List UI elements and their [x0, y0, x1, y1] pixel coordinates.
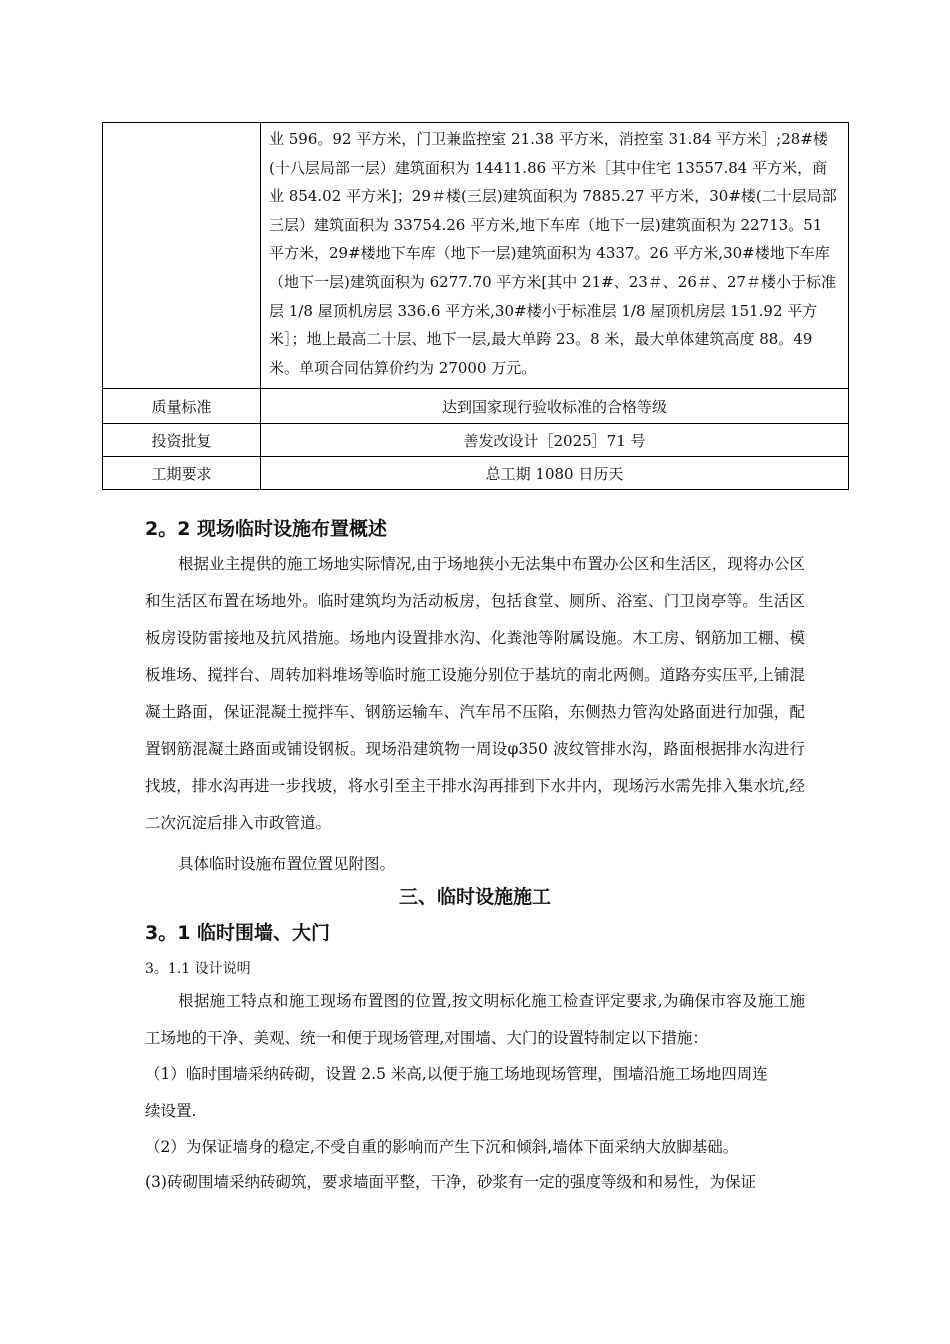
row-label: 工期要求: [103, 457, 261, 490]
row-value: 总工期 1080 日历天: [261, 457, 849, 490]
section-2-2-paragraph: 根据业主提供的施工场地实际情况,由于场地狭小无法集中布置办公区和生活区，现将办公区和生活区布置在场地外。临时建筑均为活动板房，包括食堂、厕所、浴室、门卫岗亭等。生活区板房设防雷接地及抗风措施。场地内设置排水沟、化粪池等附属设施。木工房、钢筋加工棚、模板堆场、搅拌台、周转加料堆场等临时施工设施分别位于基坑的南北两侧。道路夯实压平,上铺混凝土路面，保证混凝土搅拌车、钢筋运输车、汽车吊不压陷，东侧热力管沟处路面进行加强，配置钢筋混凝土路面或铺设钢板。现场沿建筑物一周设φ350 波纹管排水沟，路面根据排水沟进行找坡，排水沟再进一步找坡，将水引至主干排水沟再排到下水井内，现场污水需先排入集水坑,经二次沉淀后排入市政管道。: [145, 555, 805, 832]
table-row: [103, 123, 849, 389]
layout-note: 具体临时设施布置位置见附图。: [178, 855, 396, 873]
row-label: 质量标准: [103, 389, 261, 424]
project-info-table: [102, 122, 849, 490]
section-heading-3-1: 3。1 临时围墙、大门: [145, 922, 331, 944]
table-row: [103, 389, 849, 424]
subsection-heading-3-1-1: 3。1.1 设计说明: [145, 961, 251, 977]
section-heading-2-2: 2。2 现场临时设施布置概述: [145, 518, 388, 540]
measure-item-1-line-1: （1）临时围墙采纳砖砌，设置 2.5 米高,以便于施工场地现场管理，围墙沿施工场地四周连: [145, 1065, 768, 1083]
table-cell-empty: [103, 123, 261, 389]
row-label: 投资批复: [103, 424, 261, 457]
table-row: [103, 424, 849, 457]
measure-item-2: （2）为保证墙身的稳定,不受自重的影响而产生下沉和倾斜,墙体下面采纳大放脚基础。: [145, 1138, 739, 1156]
chapter-title: 三、临时设施施工: [398, 886, 551, 908]
row-value: 达到国家现行验收标准的合格等级: [261, 389, 849, 424]
row-value: 善发改设计［2025］71 号: [261, 424, 849, 457]
project-description-cell: 业 596。92 平方米，门卫兼监控室 21.38 平方米，消控室 31.84 平方米］;28#楼(十八层局部一层）建筑面积为 14411.86 平方米［其中住宅 13557.84 平方米，商业 854.02 平方米]；29＃楼(三层)建筑面积为 7885.27 平方米，30#楼(二十层局部三层）建筑面积为 33754.26 平方米,地下车库（地下一层)建筑面积为 22713。51 平方米，29#楼地下车库（地下一层)建筑面积为 4337。26 平方米,30#楼地下车库（地下一层)建筑面积为 6277.70 平方米[其中 21#、23＃、26＃、27＃楼小于标准层 1/8 屋顶机房层 336.6 平方米,30#楼小于标准层 1/8 屋顶机房层 151.92 平方米］；地上最高二十层、地下一层,最大单跨 23。8 米，最大单体建筑高度 88。49 米。单项合同估算价约为 27000 万元。: [261, 123, 849, 389]
measure-item-3: (3)砖砌围墙采纳砖砌筑，要求墙面平整，干净，砂浆有一定的强度等级和和易性，为保证: [145, 1173, 756, 1191]
table-row: [103, 457, 849, 490]
section-3-1-intro: 根据施工特点和施工现场布置图的位置,按文明标化施工检查评定要求,为确保市容及施工施工场地的干净、美观、统一和便于现场管理,对围墙、大门的设置特制定以下措施：: [145, 992, 805, 1047]
measure-item-1-line-2: 续设置.: [145, 1102, 197, 1120]
